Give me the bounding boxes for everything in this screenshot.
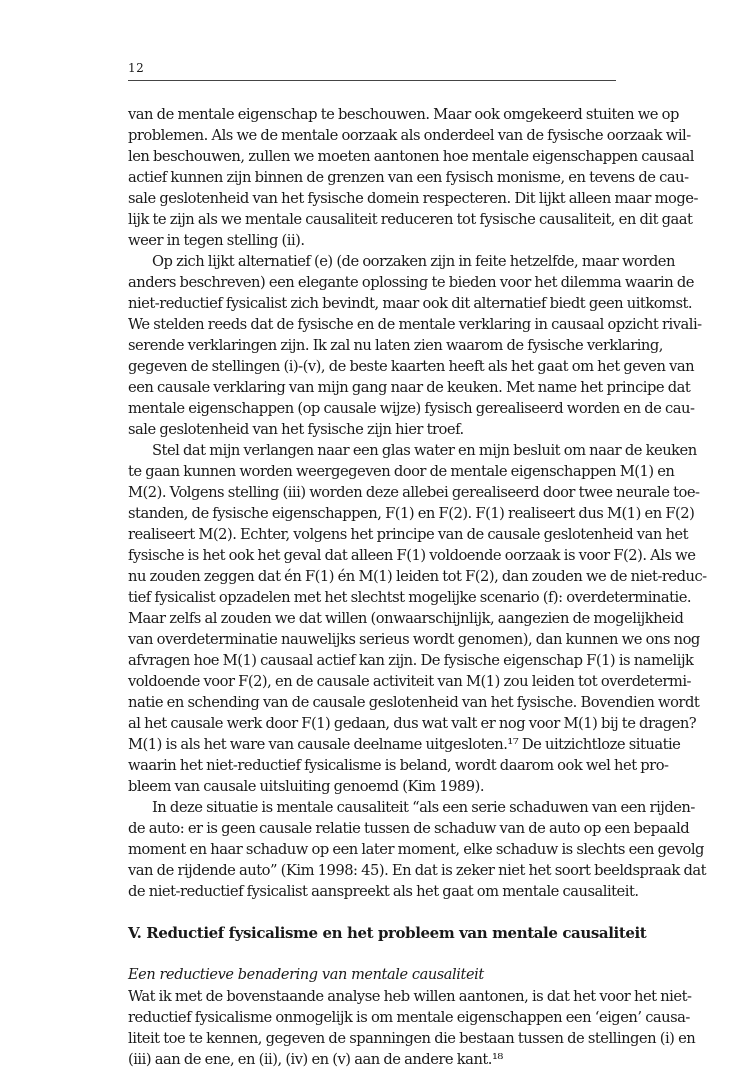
text-line: afvragen hoe M(1) causaal actief kan zijn. De fysische eigenschap F(1) is namelijk — [128, 652, 694, 669]
text-line: tief fysicalist opzadelen met het slechtst mogelijke scenario (f): overdeterminatie. — [128, 589, 692, 606]
text-line: realiseert M(2). Echter, volgens het principe van de causale geslotenheid van het — [128, 526, 689, 543]
text-line: de niet-reductief fysicalist aanspreekt als het gaat om mentale causaliteit. — [128, 883, 639, 900]
text-line: Op zich lijkt alternatief (e) (de oorzaken zijn in feite hetzelfde, maar worden — [152, 253, 675, 270]
paragraph — [128, 797, 707, 902]
text-line: We stelden reeds dat de fysische en de mentale verklaring in causaal opzicht rivali- — [128, 316, 702, 333]
text-line: te gaan kunnen worden weergegeven door de mentale eigenschappen M(1) en — [128, 463, 675, 480]
body-paragraphs — [128, 104, 707, 902]
text-line: sale geslotenheid van het fysische zijn hier troef. — [128, 421, 464, 438]
text-line: M(1) is als het ware van causale deelname uitgesloten.¹⁷ De uitzichtloze situatie — [128, 736, 681, 753]
text-line: len beschouwen, zullen we moeten aantonen hoe mentale eigenschappen causaal — [128, 148, 694, 165]
text-line: Stel dat mijn verlangen naar een glas water en mijn besluit om naar de keuken — [152, 442, 697, 459]
text-line: liteit toe te kennen, gegeven de spanningen die bestaan tussen de stellingen (i) en — [128, 1030, 696, 1047]
text-line: al het causale werk door F(1) gedaan, dus wat valt er nog voor M(1) bij te dragen? — [128, 715, 697, 732]
text-line: In deze situatie is mentale causaliteit “als een serie schaduwen van een rijden- — [152, 799, 695, 816]
section-paragraph — [128, 986, 696, 1070]
header-rule — [128, 80, 616, 81]
text-line: voldoende voor F(2), en de causale activiteit van M(1) zou leiden tot overdetermi- — [128, 673, 691, 690]
text-line: lijk te zijn als we mentale causaliteit reduceren tot fysische causaliteit, en dit gaat — [128, 211, 693, 228]
text-line: van overdeterminatie nauwelijks serieus wordt genomen), dan kunnen we ons nog — [128, 631, 700, 648]
paragraph — [128, 440, 707, 797]
text-line: serende verklaringen zijn. Ik zal nu laten zien waarom de fysische verklaring, — [128, 337, 663, 354]
text-line: sale geslotenheid van het fysische domein respecteren. Dit lijkt alleen maar moge- — [128, 190, 698, 207]
text-line: de auto: er is geen causale relatie tussen de schaduw van de auto op een bepaald — [128, 820, 690, 837]
text-line: Wat ik met de bovenstaande analyse heb willen aantonen, is dat het voor het niet- — [128, 988, 692, 1005]
text-line: reductief fysicalisme onmogelijk is om mentale eigenschappen een ‘eigen’ causa- — [128, 1009, 690, 1026]
paragraph — [128, 251, 702, 440]
text-line: anders beschreven) een elegante oplossing te bieden voor het dilemma waarin de — [128, 274, 694, 291]
page-number: 12 — [128, 61, 145, 75]
text-line: nu zouden zeggen dat én F(1) én M(1) leiden tot F(2), dan zouden we de niet-reduc- — [128, 568, 707, 585]
text-line: (iii) aan de ene, en (ii), (iv) en (v) aan de andere kant.¹⁸ — [128, 1051, 503, 1068]
text-line: weer in tegen stelling (ii). — [128, 232, 305, 249]
text-line: moment en haar schaduw op een later moment, elke schaduw is slechts een gevolg — [128, 841, 704, 858]
text-line: van de mentale eigenschap te beschouwen. Maar ook omgekeerd stuiten we op — [128, 106, 679, 123]
text-line: een causale verklaring van mijn gang naar de keuken. Met name het principe dat — [128, 379, 691, 396]
paragraph — [128, 104, 698, 251]
text-line: M(2). Volgens stelling (iii) worden deze allebei gerealiseerd door twee neurale toe- — [128, 484, 700, 501]
page-content — [128, 104, 707, 1070]
text-line: mentale eigenschappen (op causale wijze) fysisch gerealiseerd worden en de cau- — [128, 400, 695, 417]
text-line: standen, de fysische eigenschappen, F(1) en F(2). F(1) realiseert dus M(1) en F(2) — [128, 505, 695, 522]
text-line: fysische is het ook het geval dat alleen F(1) voldoende oorzaak is voor F(2). Als we — [128, 547, 696, 564]
text-line: van de rijdende auto” (Kim 1998: 45). En dat is zeker niet het soort beeldspraak dat — [128, 862, 707, 879]
text-line: niet-reductief fysicalist zich bevindt, maar ook dit alternatief biedt geen uitkomst. — [128, 295, 693, 312]
text-line: problemen. Als we de mentale oorzaak als onderdeel van de fysische oorzaak wil- — [128, 127, 691, 144]
section-heading: V. Reductief fysicalisme en het probleem van mentale causaliteit — [128, 924, 647, 942]
text-line: actief kunnen zijn binnen de grenzen van een fysisch monisme, en tevens de cau- — [128, 169, 689, 186]
text-line: bleem van causale uitsluiting genoemd (Kim 1989). — [128, 778, 484, 795]
text-line: natie en schending van de causale geslotenheid van het fysische. Bovendien wordt — [128, 694, 700, 711]
text-line: waarin het niet-reductief fysicalisme is beland, wordt daarom ook wel het pro- — [128, 757, 669, 774]
text-line: gegeven de stellingen (i)-(v), de beste kaarten heeft als het gaat om het geven van — [128, 358, 695, 375]
subsection-heading: Een reductieve benadering van mentale causaliteit — [128, 967, 484, 983]
text-line: Maar zelfs al zouden we dat willen (onwaarschijnlijk, aangezien de mogelijkheid — [128, 610, 684, 627]
